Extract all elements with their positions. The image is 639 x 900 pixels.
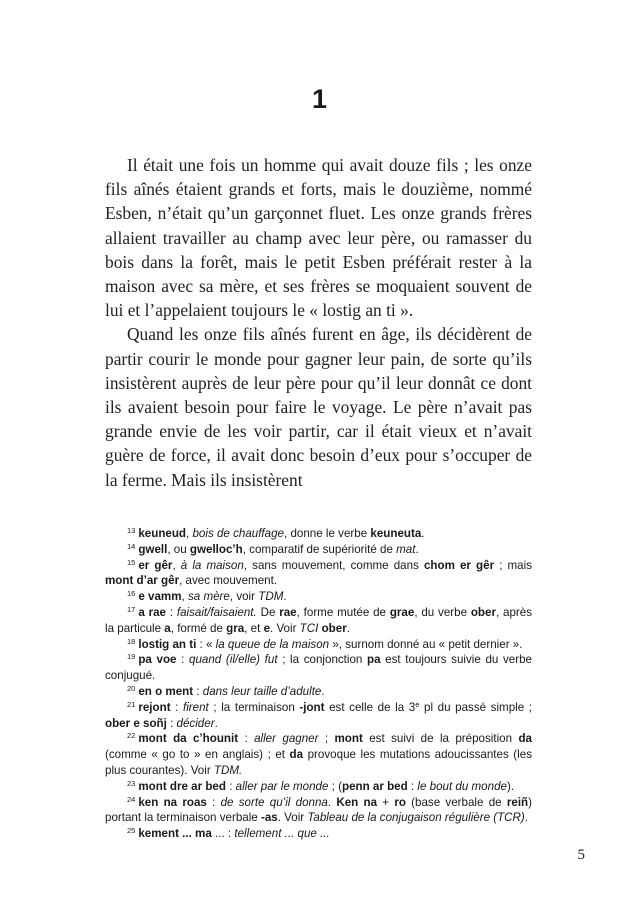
- footnote-number: 17: [127, 604, 136, 614]
- note-text: :: [170, 700, 183, 714]
- translation: Tableau de la conjugaison régulière (TCR): [307, 811, 525, 825]
- footnote-number: 14: [127, 541, 136, 551]
- footnote-number: 20: [127, 683, 136, 693]
- footnote-number: 25: [127, 826, 136, 836]
- note-text: ... :: [211, 827, 235, 841]
- breton-term: gwelloc’h: [189, 542, 243, 556]
- breton-term: gwell: [138, 542, 168, 556]
- translation: TCI: [299, 621, 319, 635]
- note-text: :: [166, 716, 177, 730]
- breton-term: keuneuta: [370, 527, 422, 540]
- footnote-number: 16: [127, 589, 136, 599]
- footnote-19: [105, 652, 532, 684]
- translation: firent: [183, 700, 209, 714]
- note-text: .: [524, 811, 529, 825]
- paragraph-2: Quand les onze fils aînés furent en âge, ils décidèrent de partir courir le monde pour gagner leur pain, de sorte qu’ils insistèrent auprès de leur père pour qu’il leur donnât ce dont ils avaient besoin pour faire le voyage. Le père n’avait pas grande envie de les voir partir, car il était vieux et n’avait guère de force, il avait donc besoin d’eux pour s’occuper de la ferme. Mais ils insistèrent: [105, 324, 532, 490]
- breton-term: kement ... ma: [138, 827, 212, 841]
- note-text: ) portant la terminaison verbale: [105, 795, 532, 825]
- note-text: ; (: [328, 779, 342, 793]
- translation: aller gagner: [254, 732, 319, 746]
- breton-term: en o ment: [138, 684, 194, 698]
- breton-term: ober: [321, 621, 347, 635]
- paragraph-1: Il était une fois un homme qui avait douze fils ; les onze fils aînés étaient grands et forts, mais le douzième, nommé Esben, n’était qu’un garçonnet fluet. Les onze grands frères allaient travailler au champ avec leur père, ou ramasser du bois dans la forêt, mais le petit Esben préférait rester à la maison avec sa mère, et ses frères se moquaient souvent de lui et l’appelaient toujours le « lostig an ti ».: [105, 155, 532, 321]
- note-text: , formé de: [170, 621, 227, 635]
- note-text: , après la particule: [105, 605, 532, 635]
- breton-term: ober e soñj: [105, 716, 167, 730]
- note-text: (base verbale de: [405, 795, 507, 809]
- footnote-number: 18: [127, 636, 136, 646]
- note-text: .: [421, 527, 425, 540]
- translation: TDM: [258, 590, 284, 604]
- breton-term: da: [289, 748, 304, 762]
- translation: dans leur taille d’adulte: [202, 684, 322, 698]
- note-text: e: [415, 699, 420, 709]
- note-text: .: [214, 716, 218, 730]
- note-text: , voir: [229, 590, 259, 604]
- note-text: , comparatif de supériorité de: [242, 542, 397, 556]
- breton-term: reiñ: [506, 795, 529, 809]
- footnote-number: 15: [127, 557, 136, 567]
- translation: tellement ... que ...: [234, 827, 330, 841]
- footnote-20: [105, 684, 532, 700]
- breton-term: grae: [389, 605, 415, 619]
- note-text: est celle de la 3: [324, 700, 416, 714]
- note-text: , donne le verbe: [284, 527, 371, 540]
- breton-term: penn ar bed: [341, 779, 408, 793]
- note-text: .: [327, 795, 337, 809]
- breton-term: mont d’ar gêr: [105, 574, 180, 588]
- note-text: ,: [172, 558, 181, 572]
- note-text: est suivi de la préposition: [362, 732, 519, 746]
- translation: bois de chauffage: [192, 527, 285, 540]
- note-text: :: [238, 732, 255, 746]
- footnote-23: [105, 779, 532, 795]
- note-text: , sans mouvement, comme dans: [243, 558, 424, 572]
- breton-term: rae: [279, 605, 297, 619]
- breton-term: keuneud: [138, 527, 187, 540]
- note-text: , du verbe: [414, 605, 471, 619]
- footnote-18: [105, 637, 532, 653]
- note-text: ,: [186, 527, 193, 540]
- translation: faisait/faisaient.: [176, 605, 257, 619]
- note-text: pl du passé simple ;: [419, 700, 532, 714]
- note-text: . Voir: [270, 621, 300, 635]
- note-text: ; la terminaison: [208, 700, 300, 714]
- note-text: ).: [506, 779, 515, 793]
- page-number: 5: [577, 847, 585, 863]
- footnote-17: [105, 605, 532, 637]
- breton-term: rejont: [138, 700, 171, 714]
- footnote-number: 23: [127, 778, 136, 788]
- note-text: provoque les mutations adoucissantes (les plus courantes). Voir: [105, 748, 532, 777]
- translation: sa mère: [187, 590, 230, 604]
- translation: décider: [176, 716, 215, 730]
- breton-term: a: [164, 621, 171, 635]
- note-text: :: [407, 779, 418, 793]
- breton-term: ober: [470, 605, 496, 619]
- footnote-24: [105, 795, 532, 827]
- translation: aller par le monde: [235, 779, 329, 793]
- note-text: :: [225, 779, 236, 793]
- note-text: ; mais: [494, 558, 532, 572]
- note-text: ,: [181, 590, 188, 604]
- note-text: .: [346, 621, 350, 635]
- translation: la queue de la maison: [215, 637, 330, 651]
- footnote-16: [105, 589, 532, 605]
- translation: le bout du monde: [417, 779, 507, 793]
- breton-term: e: [263, 621, 271, 635]
- breton-term: -as: [260, 811, 278, 825]
- note-text: :: [166, 605, 177, 619]
- breton-term: a rae: [138, 605, 167, 619]
- footnote-number: 13: [127, 526, 136, 535]
- breton-term: Ken na: [336, 795, 378, 809]
- breton-term: mont: [334, 732, 363, 746]
- footnote-13: [105, 526, 532, 542]
- note-text: ; la conjonction: [277, 653, 368, 667]
- breton-term: da: [518, 732, 532, 746]
- footnote-number: 24: [127, 794, 136, 804]
- footnote-21: [105, 700, 532, 732]
- note-text: : «: [196, 637, 216, 651]
- breton-term: e vamm: [138, 590, 182, 604]
- breton-term: ken na roas: [138, 795, 207, 809]
- note-text: :: [206, 795, 221, 809]
- main-text: [105, 153, 532, 492]
- footnote-number: 21: [127, 699, 136, 709]
- footnote-number: 22: [127, 731, 136, 741]
- note-text: +: [377, 795, 395, 809]
- footnote-number: 19: [127, 652, 136, 662]
- note-text: .: [415, 542, 419, 556]
- breton-term: lostig an ti: [138, 637, 197, 651]
- breton-term: chom er gêr: [423, 558, 495, 572]
- footnotes: [105, 526, 532, 842]
- chapter-number: 1: [311, 84, 328, 114]
- breton-term: mont dre ar bed: [138, 779, 226, 793]
- note-text: (comme « go to » en anglais) ; et: [105, 748, 290, 762]
- note-text: .: [283, 590, 287, 604]
- breton-term: gra: [226, 621, 245, 635]
- note-text: ;: [318, 732, 335, 746]
- footnote-14: [105, 542, 532, 558]
- note-text: :: [193, 684, 203, 698]
- note-text: , forme mutée de: [296, 605, 390, 619]
- translation: mat: [396, 542, 416, 556]
- breton-term: er gêr: [138, 558, 173, 572]
- footnote-25: [105, 826, 532, 842]
- note-text: , et: [244, 621, 264, 635]
- note-text: .: [321, 684, 325, 698]
- note-text: , ou: [167, 542, 190, 556]
- translation: à la maison: [180, 558, 244, 572]
- note-text: De: [256, 605, 280, 619]
- note-text: est toujours suivie du verbe conjugué.: [105, 653, 532, 683]
- note-text: . Voir: [277, 811, 308, 825]
- breton-term: pa: [367, 653, 381, 667]
- translation: TDM.: [213, 763, 243, 777]
- translation: quand (il/elle) fut: [189, 653, 278, 667]
- breton-term: ro: [394, 795, 406, 809]
- note-text: , avec mouvement.: [179, 574, 278, 588]
- translation: de sorte qu’il donna: [220, 795, 328, 809]
- breton-term: -jont: [299, 700, 325, 714]
- note-text: », surnom donné au « petit dernier ».: [329, 637, 523, 651]
- breton-term: mont da c’hounit: [138, 732, 239, 746]
- note-text: :: [176, 653, 189, 667]
- breton-term: pa voe: [138, 653, 177, 667]
- footnote-22: [105, 731, 532, 778]
- footnote-15: [105, 558, 532, 590]
